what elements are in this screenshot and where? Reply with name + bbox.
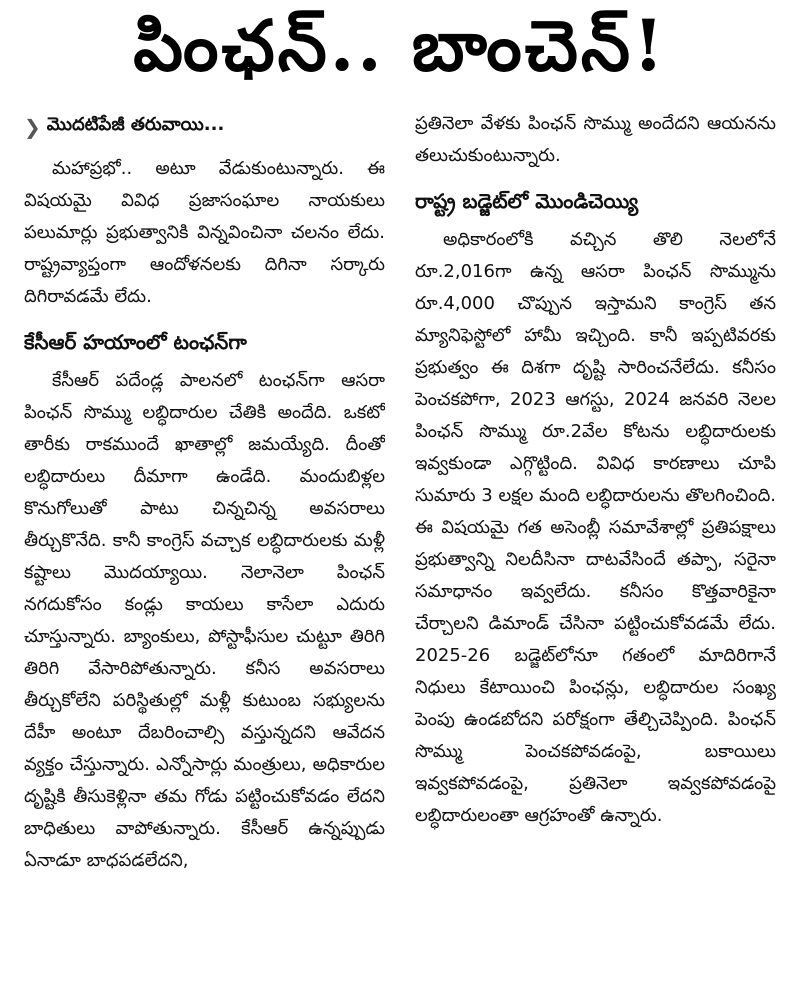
article-columns [24, 108, 776, 996]
right-subheading: రాష్ట్ర బడ్జెట్‌లో మొండిచెయ్యి [415, 189, 639, 213]
left-column [24, 108, 385, 996]
continuation-line [24, 114, 385, 139]
right-paragraph-1: ప్రతినెలా వేళకు పింఛన్ సొమ్ము అందేదని ఆయనను తలుచుకుంటున్నారు. [415, 113, 776, 166]
left-paragraph-1: మహాప్రభో.. అటూ వేడుకుంటున్నారు. ఈ విషయమై వివిధ ప్రజాసంఘాల నాయకులు పలుమార్లు ప్రభుత్వానికి విన్నవించినా చలనం లేదు. రాష్ట్రవ్యాప్తంగా ఆందోళనలకు దిగినా సర్కారు దిగిరావడమే లేదు. [24, 158, 385, 307]
right-paragraph-2: అధికారంలోకి వచ్చిన తొలి నెలలోనే రూ.2,016గా ఉన్న ఆసరా పింఛన్ సొమ్మును రూ.4,000 చొప్పున ఇస్తామని కాంగ్రెస్ తన మ్యానిఫెస్టోలో హామీ ఇచ్చింది. కానీ ఇప్పటివరకు ప్రభుత్వం ఈ దిశగా దృష్టి సారించనేలేదు. కనీసం పెంచకపోగా, 2023 ఆగస్టు, 2024 జనవరి నెలల పింఛన్ సొమ్ము రూ.2వేల కోటను లబ్ధిదారులకు ఇవ్వకుండా ఎగ్గొట్టింది. వివిధ కారణాలు చూపి సుమారు 3 లక్షల మంది లబ్ధిదారులను తొలగించింది. ఈ విషయమై గత అసెంబ్లీ సమావేశాల్లో ప్రతిపక్షాలు ప్రభుత్వాన్ని నిలదీసినా దాటవేసిందే తప్పా, సరైనా సమాధానం ఇవ్వలేదు. కనీసం కొత్తవారికైనా చేర్చాలని డిమాండ్ చేసినా పట్టించుకోవడమే లేదు. 2025-26 బడ్జెట్‌లోనూ గతంలో మాదిరిగానే నిధులు కేటాయించి పింఛన్లు, లబ్ధిదారుల సంఖ్య పెంపు ఉండబోదని పరోక్షంగా తేల్చిచెప్పింది. పింఛన్ సొమ్ము పెంచకపోవడంపై, బకాయిలు ఇవ్వకపోవడంపై, ప్రతినెలా ఇవ్వకపోవడంపై లబ్ధిదారులంతా ఆగ్రహంతో ఉన్నారు. [415, 229, 776, 826]
news-clipping [0, 4, 800, 1004]
headline: పింఛన్.. బాంచెన్! [133, 4, 667, 87]
continuation-text: మొదటిపేజీ తరువాయి... [46, 114, 225, 135]
right-column [415, 108, 776, 996]
left-paragraph-2: కేసీఆర్ పదేండ్ల పాలనలో టంఛన్‌గా ఆసరా పింఛన్ సొమ్ము లబ్ధిదారుల చేతికి అందేది. ఒకటో తారీకు రాకముందే ఖాతాల్లో జమయ్యేది. దీంతో లబ్ధిదారులు దీమాగా ఉండేది. మందుబిళ్లల కొనుగోలుతో పాటు చిన్నచిన్న అవసరాలు తీర్చుకొనేది. కానీ కాంగ్రెస్ వచ్చాక లబ్ధిదారులకు మళ్లీ కష్టాలు మొదయ్యాయి. నెలానెలా పింఛన్ నగదుకోసం కండ్లు కాయలు కాసేలా ఎదురు చూస్తున్నారు. బ్యాంకులు, పోస్టాఫీసుల చుట్టూ తిరిగి తిరిగి వేసారిపోతున్నారు. కనీస అవసరాలు తీర్చుకోలేని పరిస్థితుల్లో మళ్లీ కుటుంబ సభ్యులను దేహీ అంటూ దేబరించాల్సి వస్తున్నదని ఆవేదన వ్యక్తం చేస్తున్నారు. ఎన్నోసార్లు మంత్రులు, అధికారుల దృష్టికి తీసుకెళ్లినా తమ గోడు పట్టించుకోవడం లేదని బాధితులు వాపోతున్నారు. కేసీఆర్ ఉన్నప్పుడు ఏనాడూ బాధపడలేదని, [24, 370, 385, 871]
chevron-right-icon: ❯ [24, 114, 41, 139]
left-subheading: కేసీఆర్ హయాంలో టంఛన్‌గా [24, 330, 247, 354]
